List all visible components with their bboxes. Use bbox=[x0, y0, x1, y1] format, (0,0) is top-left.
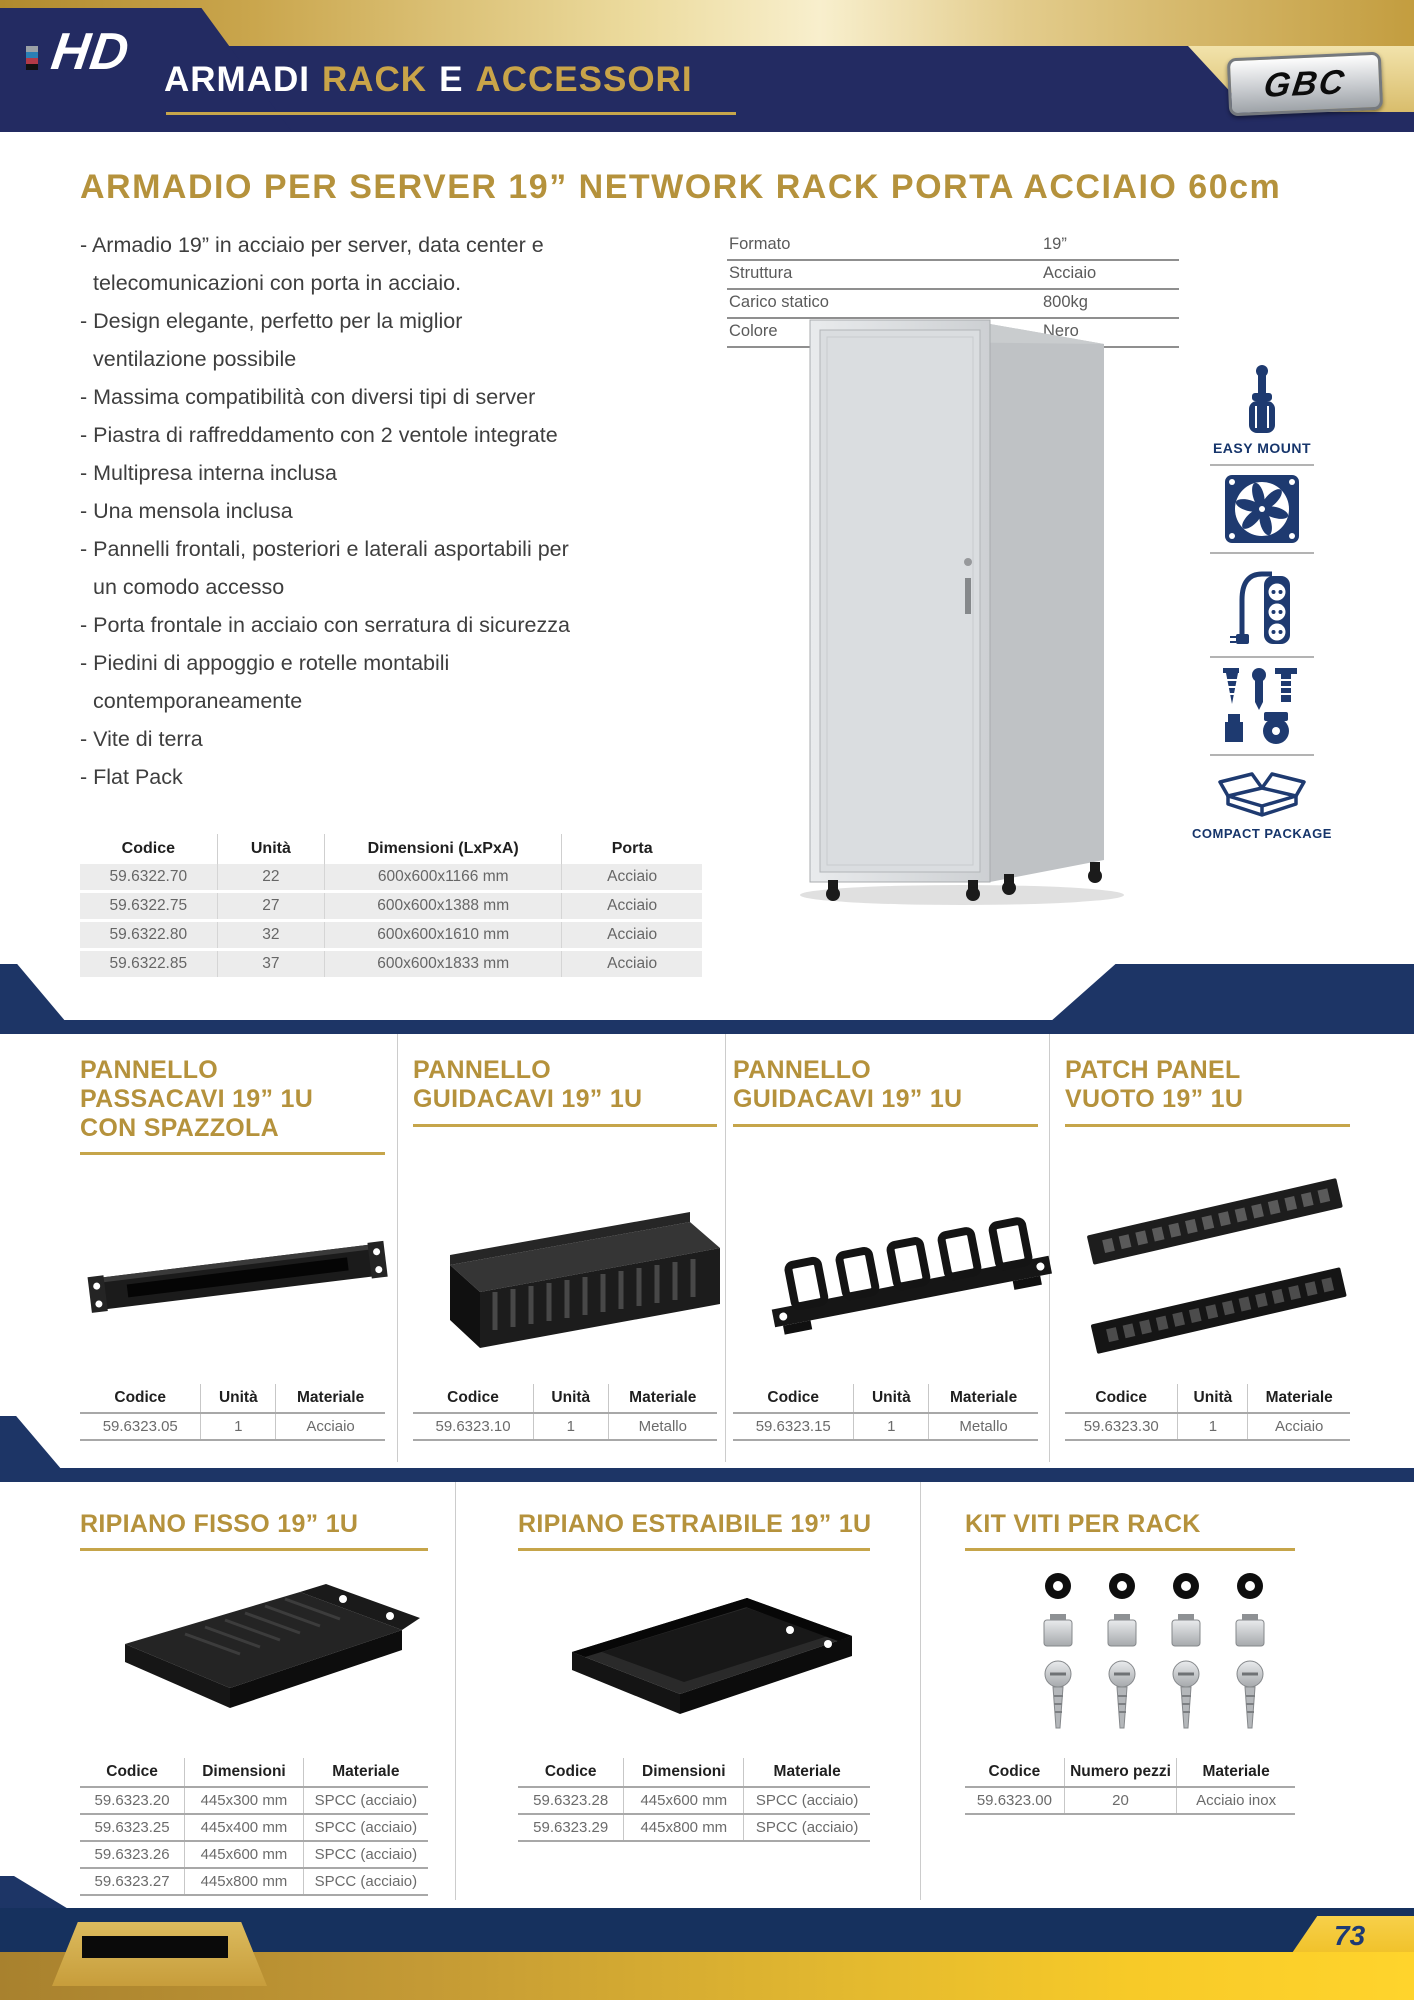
table-cell: 600x600x1166 mm bbox=[325, 864, 562, 892]
column-header: Codice bbox=[733, 1384, 854, 1413]
card-title: KIT VITI PER RACK bbox=[965, 1510, 1201, 1538]
accessory-table bbox=[80, 1384, 385, 1441]
sliding-shelf-image bbox=[532, 1572, 872, 1747]
fan-icon bbox=[1224, 474, 1300, 544]
screwdriver-icon bbox=[1234, 364, 1290, 436]
table-cell: 59.6323.26 bbox=[80, 1841, 185, 1868]
table-cell: 445x600 mm bbox=[185, 1841, 304, 1868]
card-title-underline bbox=[518, 1548, 870, 1551]
feature-item: - Porta frontale in acciaio con serratura di sicurezza bbox=[80, 613, 570, 637]
feature-item: - Flat Pack bbox=[80, 765, 183, 789]
separator-band bbox=[0, 1020, 1414, 1034]
table-cell: 59.6322.85 bbox=[80, 950, 217, 979]
table-header-row bbox=[518, 1758, 870, 1787]
card-title: RIPIANO ESTRAIBILE 19” 1U bbox=[518, 1510, 872, 1538]
product-title: ARMADIO PER SERVER 19” NETWORK RACK PORTA ACCIAIO 60cm bbox=[80, 168, 1282, 206]
table-header-row bbox=[80, 834, 702, 864]
table-cell: 27 bbox=[217, 892, 324, 921]
table-cell: Acciaio bbox=[1248, 1413, 1350, 1440]
table-cell: Acciaio bbox=[562, 921, 702, 950]
table-cell: 1 bbox=[534, 1413, 609, 1440]
table-cell: 445x800 mm bbox=[185, 1868, 304, 1895]
page-number: 73 bbox=[1334, 1920, 1366, 1951]
column-divider bbox=[397, 1034, 398, 1462]
table-cell: Acciaio bbox=[276, 1413, 385, 1440]
column-header: Porta bbox=[562, 834, 702, 864]
card-title: PANNELLO GUIDACAVI 19” 1U bbox=[413, 1056, 643, 1113]
column-header: Codice bbox=[1065, 1384, 1178, 1413]
table-cell: 59.6323.29 bbox=[518, 1814, 624, 1841]
table-row bbox=[80, 1413, 385, 1440]
card-title-underline bbox=[80, 1152, 385, 1155]
table-cell: 445x800 mm bbox=[624, 1814, 744, 1841]
table-header-row bbox=[80, 1758, 428, 1787]
table-cell: 445x400 mm bbox=[185, 1814, 304, 1841]
accessory-table bbox=[413, 1384, 717, 1441]
column-header: Unità bbox=[201, 1384, 276, 1413]
patch-panel-image bbox=[1085, 1150, 1350, 1380]
table-cell: SPCC (acciaio) bbox=[744, 1787, 870, 1814]
table-row bbox=[80, 1841, 428, 1868]
easy-mount-label: EASY MOUNT bbox=[1212, 440, 1312, 456]
badge-divider bbox=[1210, 552, 1314, 554]
compact-package-label: COMPACT PACKAGE bbox=[1192, 826, 1332, 841]
title-segment: RACK bbox=[321, 60, 428, 99]
power-strip-icon bbox=[1228, 562, 1296, 648]
table-cell: 600x600x1833 mm bbox=[325, 950, 562, 979]
column-header: Materiale bbox=[276, 1384, 385, 1413]
gbc-logo-text: GBC bbox=[1261, 62, 1349, 105]
table-cell: 1 bbox=[1178, 1413, 1248, 1440]
table-cell: 59.6322.70 bbox=[80, 864, 217, 892]
table-row bbox=[518, 1814, 870, 1841]
feature-item: - Piedini di appoggio e rotelle montabili contemporaneamente bbox=[80, 651, 450, 713]
column-divider bbox=[725, 1034, 726, 1462]
column-header: Unità bbox=[534, 1384, 609, 1413]
table-cell: 59.6323.20 bbox=[80, 1787, 185, 1814]
table-cell: Metallo bbox=[608, 1413, 717, 1440]
table-cell: Acciaio bbox=[562, 892, 702, 921]
separator-wedge-right bbox=[1050, 964, 1414, 1022]
column-header: Materiale bbox=[744, 1758, 870, 1787]
accessory-table bbox=[518, 1758, 870, 1842]
table-cell: 22 bbox=[217, 864, 324, 892]
accessory-table bbox=[80, 1758, 428, 1896]
table-cell: 59.6323.30 bbox=[1065, 1413, 1178, 1440]
table-cell: Metallo bbox=[929, 1413, 1038, 1440]
brush-panel-image bbox=[85, 1215, 390, 1345]
feature-item: - Armadio 19” in acciaio per server, data center e telecomunicazioni con porta in acciaio. bbox=[80, 233, 544, 295]
table-row bbox=[80, 864, 702, 892]
spec-row: Colore Nero bbox=[727, 319, 1179, 348]
feature-item: - Vite di terra bbox=[80, 727, 203, 751]
table-cell: 59.6322.75 bbox=[80, 892, 217, 921]
column-header: Materiale bbox=[929, 1384, 1038, 1413]
server-cabinet-image bbox=[752, 282, 1160, 910]
table-row bbox=[518, 1787, 870, 1814]
column-header: Unità bbox=[854, 1384, 929, 1413]
card-title-underline bbox=[733, 1124, 1038, 1127]
table-row bbox=[413, 1413, 717, 1440]
accessory-table bbox=[733, 1384, 1038, 1441]
card-title-underline bbox=[413, 1124, 717, 1127]
table-cell: 59.6323.10 bbox=[413, 1413, 534, 1440]
column-header: Numero pezzi bbox=[1064, 1758, 1176, 1787]
size-table bbox=[80, 834, 702, 980]
column-header: Codice bbox=[518, 1758, 624, 1787]
title-segment: ACCESSORI bbox=[475, 60, 693, 99]
table-cell: SPCC (acciaio) bbox=[303, 1841, 428, 1868]
column-header: Unità bbox=[217, 834, 324, 864]
table-cell: Acciaio bbox=[562, 864, 702, 892]
cable-ring-panel-image bbox=[758, 1185, 1058, 1370]
table-cell: 59.6323.00 bbox=[965, 1787, 1064, 1814]
table-cell: Acciaio inox bbox=[1177, 1787, 1295, 1814]
table-header-row bbox=[413, 1384, 717, 1413]
accessory-table bbox=[1065, 1384, 1350, 1441]
table-cell: 600x600x1610 mm bbox=[325, 921, 562, 950]
column-header: Materiale bbox=[303, 1758, 428, 1787]
table-row bbox=[80, 950, 702, 979]
hd-logo: HD bbox=[47, 23, 134, 81]
column-divider bbox=[455, 1482, 456, 1900]
table-cell: 1 bbox=[854, 1413, 929, 1440]
table-cell: 600x600x1388 mm bbox=[325, 892, 562, 921]
table-cell: 59.6323.27 bbox=[80, 1868, 185, 1895]
feature-list bbox=[80, 226, 720, 796]
table-row bbox=[80, 1787, 428, 1814]
table-row bbox=[80, 1868, 428, 1895]
spec-row: Formato 19” bbox=[727, 232, 1179, 261]
screw-kit-image bbox=[1000, 1562, 1310, 1747]
table-cell: Acciaio bbox=[562, 950, 702, 979]
spec-row: Carico statico 800kg bbox=[727, 290, 1179, 319]
column-header: Codice bbox=[80, 834, 217, 864]
spec-row: Struttura Acciaio bbox=[727, 261, 1179, 290]
separator-wedge-left bbox=[0, 964, 66, 1022]
table-row bbox=[80, 1814, 428, 1841]
separator-band bbox=[0, 1468, 1414, 1482]
column-header: Dimensioni bbox=[185, 1758, 304, 1787]
table-cell: 59.6322.80 bbox=[80, 921, 217, 950]
table-header-row bbox=[80, 1384, 385, 1413]
table-cell: 32 bbox=[217, 921, 324, 950]
feature-item: - Multipresa interna inclusa bbox=[80, 461, 337, 485]
compact-package-icon bbox=[1218, 762, 1306, 818]
card-title-underline bbox=[80, 1548, 428, 1551]
card-title-underline bbox=[965, 1548, 1295, 1551]
column-divider bbox=[920, 1482, 921, 1900]
table-cell: 445x300 mm bbox=[185, 1787, 304, 1814]
table-row bbox=[1065, 1413, 1350, 1440]
column-header: Dimensioni (LxPxA) bbox=[325, 834, 562, 864]
table-cell: 59.6323.05 bbox=[80, 1413, 201, 1440]
table-row bbox=[965, 1787, 1295, 1814]
table-cell: 20 bbox=[1064, 1787, 1176, 1814]
feature-item: - Design elegante, perfetto per la miglior ventilazione possibile bbox=[80, 309, 463, 371]
column-header: Codice bbox=[965, 1758, 1064, 1787]
table-cell: 445x600 mm bbox=[624, 1787, 744, 1814]
fixed-shelf-image bbox=[90, 1572, 420, 1747]
card-title-underline bbox=[1065, 1124, 1350, 1127]
column-header: Codice bbox=[80, 1758, 185, 1787]
title-segment: E bbox=[439, 60, 464, 99]
table-row bbox=[733, 1413, 1038, 1440]
table-row bbox=[80, 892, 702, 921]
footer-wedge bbox=[0, 1876, 70, 1910]
table-cell: 37 bbox=[217, 950, 324, 979]
table-cell: SPCC (acciaio) bbox=[303, 1814, 428, 1841]
feature-item: - Pannelli frontali, posteriori e laterali asportabili per un comodo accesso bbox=[80, 537, 569, 599]
feature-item: - Piastra di raffreddamento con 2 ventole integrate bbox=[80, 423, 558, 447]
card-title: RIPIANO FISSO 19” 1U bbox=[80, 1510, 359, 1538]
feature-item: - Massima compatibilità con diversi tipi di server bbox=[80, 385, 536, 409]
column-header: Dimensioni bbox=[624, 1758, 744, 1787]
badge-divider bbox=[1210, 754, 1314, 756]
column-header: Materiale bbox=[1177, 1758, 1295, 1787]
badge-divider bbox=[1210, 464, 1314, 466]
table-cell: 59.6323.25 bbox=[80, 1814, 185, 1841]
table-cell: SPCC (acciaio) bbox=[303, 1868, 428, 1895]
feature-item: - Una mensola inclusa bbox=[80, 499, 293, 523]
separator-wedge-left bbox=[0, 1416, 62, 1470]
column-header: Codice bbox=[80, 1384, 201, 1413]
column-header: Materiale bbox=[608, 1384, 717, 1413]
table-header-row bbox=[733, 1384, 1038, 1413]
title-segment: ARMADI bbox=[164, 60, 310, 99]
print-registration-marks bbox=[26, 46, 38, 70]
table-header-row bbox=[1065, 1384, 1350, 1413]
card-title: PANNELLO GUIDACAVI 19” 1U bbox=[733, 1056, 963, 1113]
badge-divider bbox=[1210, 656, 1314, 658]
table-cell: 1 bbox=[201, 1413, 276, 1440]
table-cell: 59.6323.28 bbox=[518, 1787, 624, 1814]
screws-casters-icon bbox=[1218, 666, 1306, 746]
page-title bbox=[164, 60, 705, 100]
table-header-row bbox=[965, 1758, 1295, 1787]
column-header: Materiale bbox=[1248, 1384, 1350, 1413]
accessory-table bbox=[965, 1758, 1295, 1815]
column-header: Codice bbox=[413, 1384, 534, 1413]
card-title: PANNELLO PASSACAVI 19” 1U CON SPAZZOLA bbox=[80, 1056, 314, 1142]
cable-duct-image bbox=[425, 1170, 725, 1375]
table-cell: SPCC (acciaio) bbox=[744, 1814, 870, 1841]
footer-barcode-block bbox=[82, 1936, 228, 1958]
gbc-logo bbox=[1227, 52, 1383, 117]
column-header: Unità bbox=[1178, 1384, 1248, 1413]
table-cell: SPCC (acciaio) bbox=[303, 1787, 428, 1814]
title-underline bbox=[166, 112, 736, 115]
reg-mark bbox=[26, 64, 38, 70]
table-cell: 59.6323.15 bbox=[733, 1413, 854, 1440]
card-title: PATCH PANEL VUOTO 19” 1U bbox=[1065, 1056, 1244, 1113]
table-row bbox=[80, 921, 702, 950]
